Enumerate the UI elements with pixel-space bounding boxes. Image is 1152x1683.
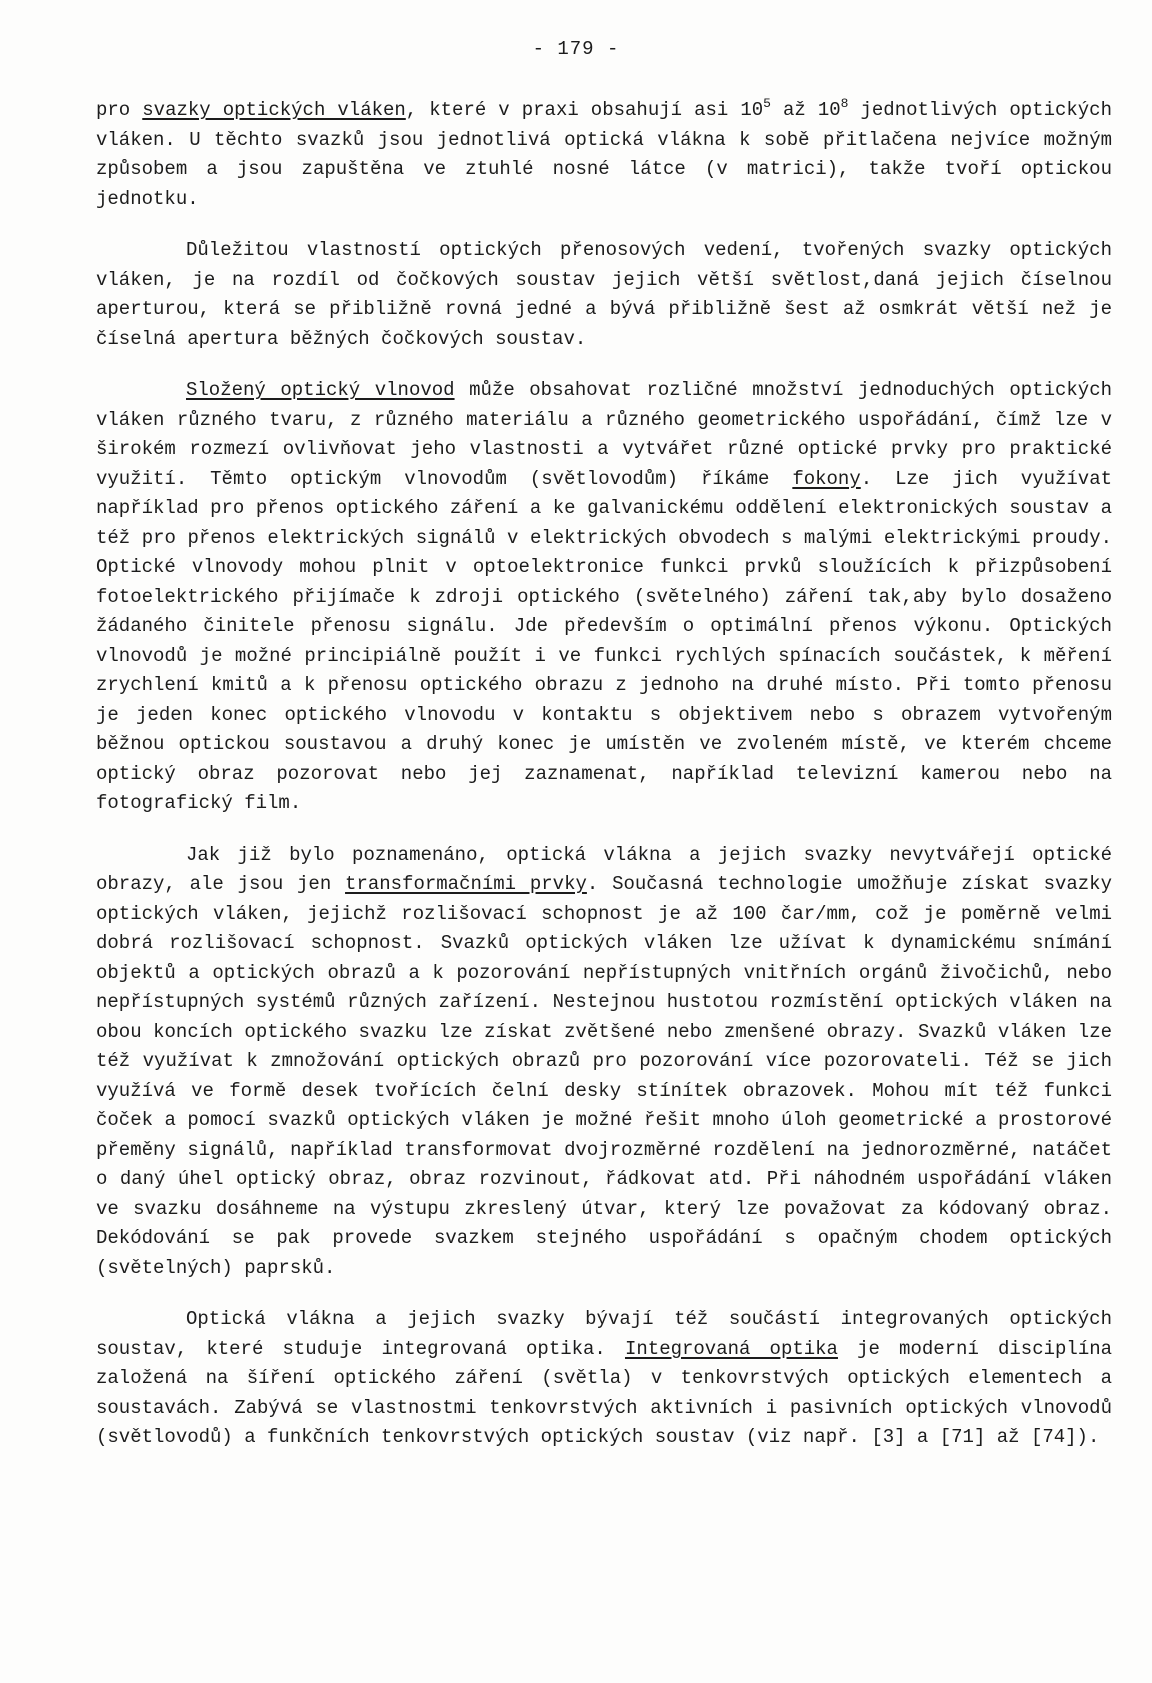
text-run: může obsahovat rozličné množství jednoduchých optických vláken různého tvaru, z různého materiálu a různého geometrického uspořádání, čímž lze v širokém rozmezí ovlivňovat jeho vlastnosti a vytvářet různé optické prvky pro praktické využití. Těmto optickým vlnovodům (světlovodům) říkáme [96, 379, 1112, 490]
underlined-term: transformačními prvky [345, 873, 587, 895]
page-number: - 179 - [532, 38, 620, 60]
underlined-term: Složený optický vlnovod [186, 379, 455, 401]
underlined-term: svazky optických vláken [142, 99, 406, 121]
paragraph [96, 1305, 1112, 1453]
text-run: je moderní disciplína založená na šíření optického záření (světla) v tenkovrstvých optických elementech a soustavách. Zabývá se vlastnostmi tenkovrstvých aktivních i pasivních optických vlnovodů (světlovodů) a funkčních tenkovrstvých optických soustav (viz např. [3] a [71] až [74]). [96, 1337, 1113, 1448]
underlined-term: Integrovaná optika [624, 1337, 838, 1360]
text-run: , které v praxi obsahují asi 10 [405, 99, 764, 121]
text-run: jednotlivých optických vláken. U těchto svazků jsou jednotlivá optická vlákna k sobě přitlačena nejvíce možným způsobem a jsou zapuštěna ve ztuhlé nosné látce (v matrici), takže tvoří optickou jednotku. [96, 99, 1112, 210]
text-run: Důležitou vlastností optických přenosových vedení, tvořených svazky optických vláken, je na rozdíl od čočkových soustav jejich větší světlost,daná jejich číselnou aperturou, která se přibližně rovná jedné a bývá přibližně šest až osmkrát větší než je číselná apertura běžných čočkových soustav. [96, 239, 1112, 350]
text-run: Jak již bylo poznamenáno, optická vlákna a jejich svazky nevytvářejí optické obrazy, ale jsou jen [96, 843, 1112, 895]
paragraph [96, 236, 1112, 354]
text-run: až 10 [770, 99, 841, 121]
text-run: . Současná technologie umožňuje získat svazky optických vláken, jejichž rozlišovací schopnost je až 100 čar/mm, což je poměrně velmi dobrá rozlišovací schopnost. Svazků optických vláken lze užívat k dynamickému snímání objektů a optických obrazů a k pozorování nepřístupných vnitřních orgánů živočichů, nebo nepřístupných systémů různých zařízení. Nestejnou hustotou rozmístění optických vláken na obou koncích optického svazku lze získat zvětšené nebo zmenšené obrazy. Svazků vláken lze též využívat k zmnožování optických obrazů pro pozorování více pozorovateli. Též se jich využívá ve formě desek tvořících čelní desky stínítek obrazovek. Mohou mít též funkci čoček a pomocí svazků optických vláken je možné řešit mnoho úloh geometrické a prostorové přeměny signálů, například transformovat dvojrozměrné rozdělení na jednorozměrné, natáčet o daný úhel optický obraz, obraz rozvinout, řádkovat atd. Při náhodném uspořádání vláken ve svazku dosáhneme na výstupu zkreslený útvar, který lze považovat za kódovaný obraz. Dekódování se pak provede svazkem stejného uspořádání s opačným chodem optických (světelných) paprsků. [96, 873, 1112, 1279]
body-text [96, 96, 1112, 1453]
paragraph [96, 96, 1112, 214]
text-run: . Lze jich využívat například pro přenos optického záření a ke galvanickému oddělení elektronických soustav a též pro přenos elektrických signálů v elektrických obvodech s malými elektrickými proudy. Optické vlnovody mohou plnit v optoelektronice funkci prvků sloužících k přizpůsobení fotoelektrického přijímače k zdroji optického (světelného) záření tak,aby bylo dosaženo žádaného činitele přenosu signálu. Jde především o optimální přenos výkonu. Optických vlnovodů je možné principiálně použít i ve funkci rychlých spínacích součástek, k měření zrychlení kmitů a k přenosu optického obrazu z jednoho na druhé místo. Při tomto přenosu je jeden konec optického vlnovodu v kontaktu s objektivem nebo s obrazem vytvořeným běžnou optickou soustavou a druhý konec je umístěn ve zvoleném místě, ve kterém chceme optický obraz pozorovat nebo jej zaznamenat, například televizní kamerou nebo na fotografický film. [96, 467, 1112, 814]
paragraph [96, 376, 1112, 819]
superscript-exponent: 5 [763, 96, 771, 111]
text-run: Optická vlákna a jejich svazky bývají též součástí integrovaných optických soustav, které studuje integrovaná optika. [96, 1308, 1112, 1360]
superscript-exponent: 8 [840, 96, 849, 111]
underlined-term: fokony [792, 467, 861, 490]
text-run: pro [96, 99, 143, 121]
paragraph [96, 841, 1112, 1284]
